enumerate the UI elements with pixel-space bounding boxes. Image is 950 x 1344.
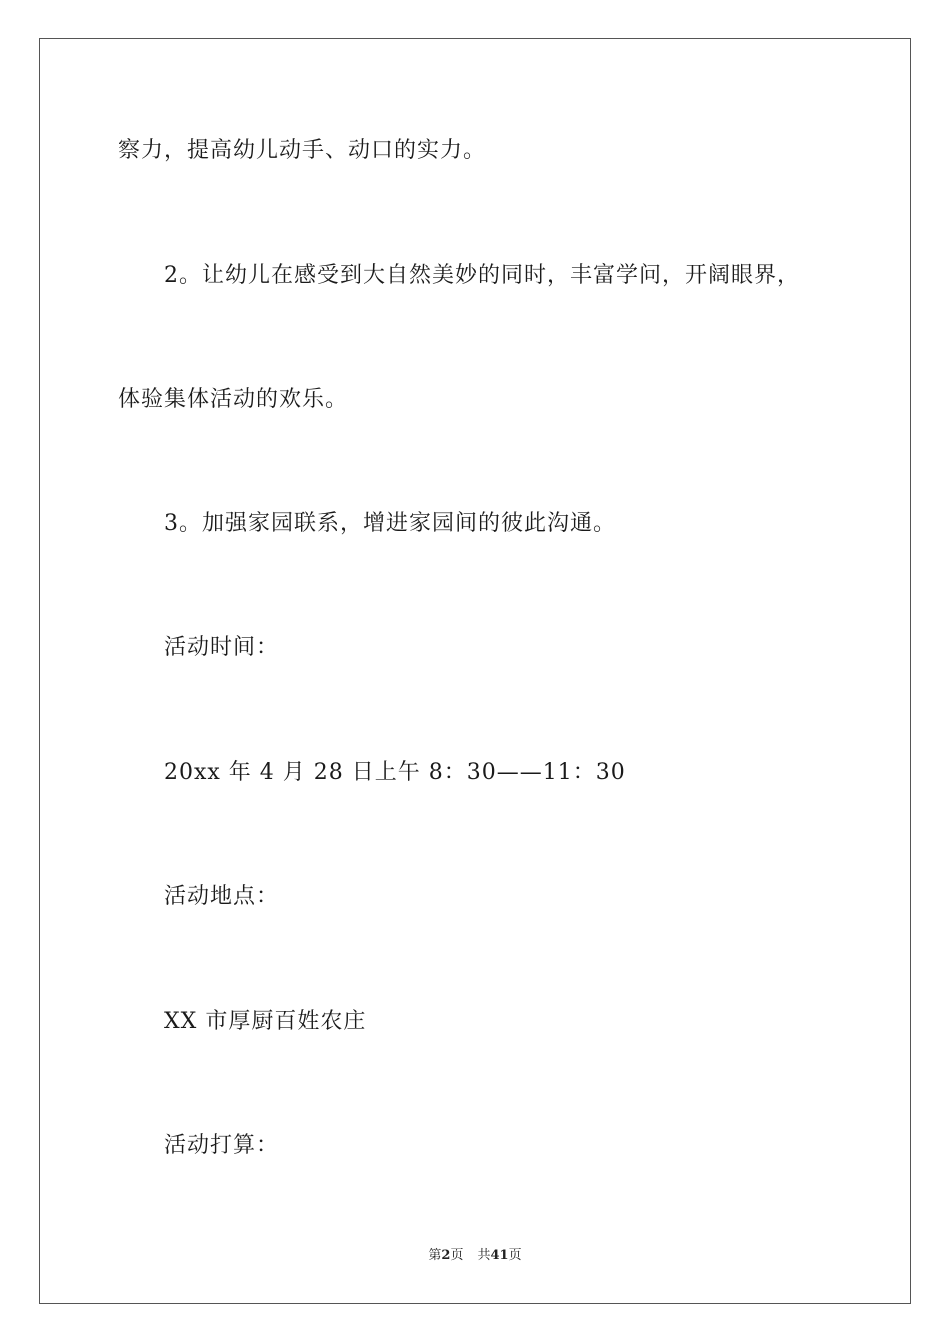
paragraph-line: 3。加强家园联系，增进家园间的彼此沟通。 (164, 511, 616, 536)
page-prefix: 第 (428, 1248, 442, 1263)
section-heading: 活动时间： (164, 635, 280, 660)
paragraph-line: XX 市厚厨百姓农庄 (164, 1009, 367, 1034)
section-heading: 活动地点： (164, 884, 280, 909)
paragraph-line: 体验集体活动的欢乐。 (118, 387, 349, 412)
page-footer (0, 1247, 950, 1265)
paragraph-line: 2。让幼儿在感受到大自然美妙的同时，丰富学问，开阔眼界， (164, 263, 800, 288)
total-page-number: 41 (490, 1248, 509, 1263)
current-page-number: 2 (441, 1248, 451, 1263)
page-border (39, 38, 911, 1304)
paragraph-line: 20xx 年 4 月 28 日上午 8：30——11：30 (164, 760, 626, 785)
paragraph-line: 察力，提高幼儿动手、动口的实力。 (118, 138, 487, 163)
total-suffix: 页 (508, 1248, 522, 1263)
page-suffix: 页 (450, 1248, 464, 1263)
total-prefix: 共 (477, 1248, 491, 1263)
section-heading: 活动打算： (164, 1133, 280, 1158)
